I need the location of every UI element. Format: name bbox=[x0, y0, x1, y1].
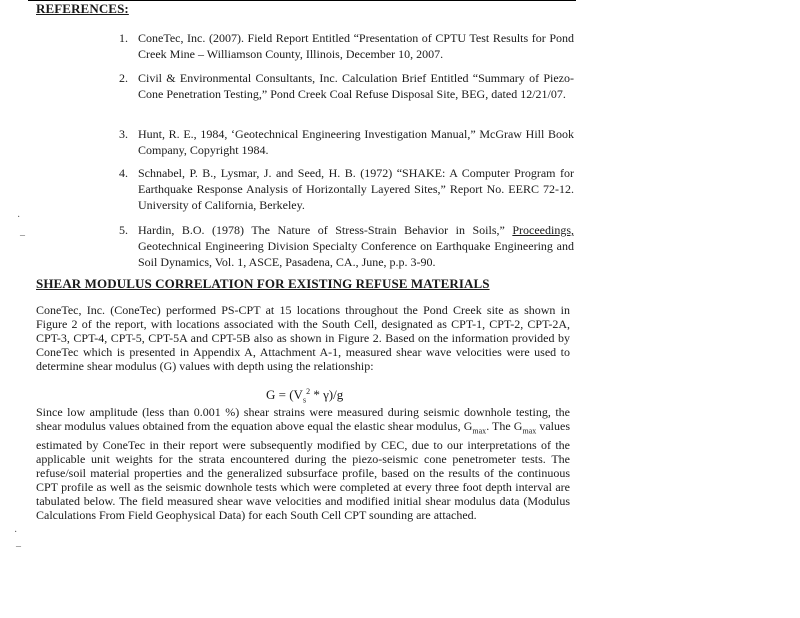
scan-speck: – bbox=[16, 541, 21, 552]
references-heading: REFERENCES: bbox=[36, 1, 129, 16]
equation-rhs: * γ)/g bbox=[310, 387, 344, 402]
scan-speck: · bbox=[17, 212, 21, 223]
reference-number: 1. bbox=[119, 31, 128, 45]
reference-number: 4. bbox=[119, 166, 128, 180]
reference-text: Hunt, R. E., 1984, ‘Geotechnical Engineering Investigation Manual,” McGraw Hill Book Company, Copyright 1984. bbox=[138, 127, 574, 157]
equation-superscript: 2 bbox=[306, 387, 311, 396]
reference-text bbox=[138, 222, 574, 270]
gmax-subscript: max bbox=[472, 426, 487, 436]
reference-text: Civil & Environmental Consultants, Inc. Calculation Brief Entitled “Summary of Piezo-Cone Penetration Testing,” Pond Creek Coal Refuse Disposal Site, BEG, dated 12/21/07. bbox=[138, 71, 574, 101]
gmax-subscript: max bbox=[522, 426, 537, 436]
equation-lhs: G = (V bbox=[266, 387, 303, 402]
scan-speck: – bbox=[20, 230, 25, 241]
shear-modulus-heading: SHEAR MODULUS CORRELATION FOR EXISTING REFUSE MATERIALS bbox=[36, 276, 490, 291]
scan-speck: · bbox=[14, 527, 18, 538]
reference-number: 5. bbox=[119, 223, 128, 237]
shear-modulus-equation bbox=[266, 387, 343, 405]
paragraph-2-part-2: . The G bbox=[486, 419, 523, 433]
reference-text: ConeTec, Inc. (2007). Field Report Entitled “Presentation of CPTU Test Results for Pond Creek Mine – Williamson County, Illinois, December 10, 2007. bbox=[138, 31, 574, 61]
reference-proceedings-underlined: Proceedings, bbox=[512, 223, 574, 237]
paragraph-2-part-1: Since low amplitude (less than 0.001 %) shear strains were measured during seismic downhole testing, the shear modulus values obtained from the equation above equal the elastic shear modulus, G bbox=[36, 405, 570, 433]
body-paragraph-2 bbox=[36, 405, 570, 522]
reference-text-after: Geotechnical Engineering Division Specialty Conference on Earthquake Engineering and Soil Dynamics, Vol. 1, ASCE, Pasadena, CA., June, p.p. 3-90. bbox=[138, 239, 574, 269]
equation-subscript: s bbox=[302, 395, 307, 405]
paragraph-2-part-3: values estimated by ConeTec in their report were subsequently modified by CEC, due to our interpretations of the applicable unit weights for the strata encountered during the piezo-seismic cone penetrometer tests. The refuse/soil material properties and the generalized subsurface profile, based on the results of the continuous CPT profile as well as the seismic downhole tests which were completed at every three foot depth interval are tabulated below. The field measured shear wave velocities and modified initial shear modulus data (Modulus Calculations From Field Geophysical Data) for each South Cell CPT sounding are attached. bbox=[36, 419, 571, 523]
body-paragraph-1: ConeTec, Inc. (ConeTec) performed PS-CPT at 15 locations throughout the Pond Creek site as shown in Figure 2 of the report, with locations associated with the South Cell, designated as CPT-1, CPT-2, CPT-2A, CPT-3, CPT-4, CPT-5, CPT-5A and CPT-5B also as shown in Figure 2. Based on the information provided by ConeTec which is presented in Appendix A, Attachment A-1, measured shear wave velocities were used to determine shear modulus (G) values with depth using the relationship: bbox=[36, 303, 570, 373]
reference-number: 3. bbox=[119, 127, 128, 141]
reference-number: 2. bbox=[119, 71, 128, 85]
reference-text: Schnabel, P. B., Lysmar, J. and Seed, H. B. (1972) “SHAKE: A Computer Program for Earthquake Response Analysis of Horizontally Layered Sites,” Report No. EERC 72-12. University of California, Berkeley. bbox=[138, 166, 574, 212]
reference-text-before: Hardin, B.O. (1978) The Nature of Stress-Strain Behavior in Soils,” bbox=[138, 223, 513, 237]
